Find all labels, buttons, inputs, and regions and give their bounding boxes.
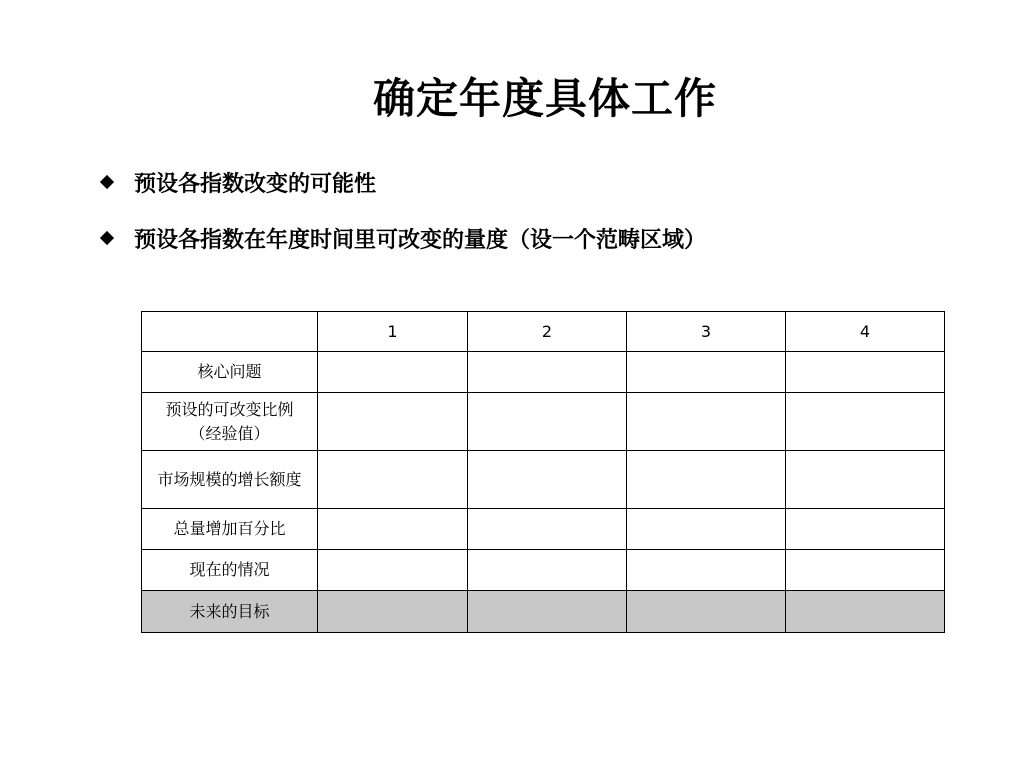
diamond-bullet-icon	[100, 175, 114, 189]
row-label: 预设的可改变比例（经验值）	[142, 393, 318, 451]
header-cell-2: 2	[468, 312, 627, 352]
table-cell	[627, 352, 786, 393]
header-cell-4: 4	[786, 312, 945, 352]
table-cell	[468, 509, 627, 550]
table-cell	[627, 550, 786, 591]
row-label: 未来的目标	[142, 591, 318, 633]
table-cell	[627, 509, 786, 550]
table-cell	[786, 352, 945, 393]
table-cell	[468, 352, 627, 393]
table-cell	[627, 451, 786, 509]
table-row	[142, 451, 945, 509]
table-cell	[468, 451, 627, 509]
row-label: 总量增加百分比	[142, 509, 318, 550]
table-row	[142, 509, 945, 550]
header-cell-empty	[142, 312, 318, 352]
table-cell	[786, 509, 945, 550]
bullet-text: 预设各指数改变的可能性	[134, 171, 377, 197]
row-label: 市场规模的增长额度	[142, 451, 318, 509]
table-cell	[318, 352, 468, 393]
table-row	[142, 393, 945, 451]
table-cell	[786, 451, 945, 509]
table-row-shaded	[142, 591, 945, 633]
table-cell	[468, 591, 627, 633]
table-cell	[627, 591, 786, 633]
bullet-text: 预设各指数在年度时间里可改变的量度（设一个范畴区域）	[134, 227, 707, 253]
table-cell	[786, 550, 945, 591]
table-cell	[468, 393, 627, 451]
table-cell	[318, 509, 468, 550]
table-cell	[318, 393, 468, 451]
header-cell-1: 1	[318, 312, 468, 352]
bullet-item	[96, 220, 706, 256]
bullet-item	[96, 164, 706, 200]
table-cell	[318, 591, 468, 633]
bullet-list	[96, 164, 706, 276]
table-cell	[627, 393, 786, 451]
planning-table	[141, 311, 945, 633]
table-cell	[318, 451, 468, 509]
slide-title: 确定年度具体工作	[372, 74, 717, 123]
table-cell	[318, 550, 468, 591]
diamond-bullet-icon	[100, 231, 114, 245]
table-cell	[786, 393, 945, 451]
header-cell-3: 3	[627, 312, 786, 352]
table-row	[142, 352, 945, 393]
table-cell	[786, 591, 945, 633]
table-cell	[468, 550, 627, 591]
row-label: 现在的情况	[142, 550, 318, 591]
table-header-row	[142, 312, 945, 352]
row-label: 核心问题	[142, 352, 318, 393]
table-row	[142, 550, 945, 591]
